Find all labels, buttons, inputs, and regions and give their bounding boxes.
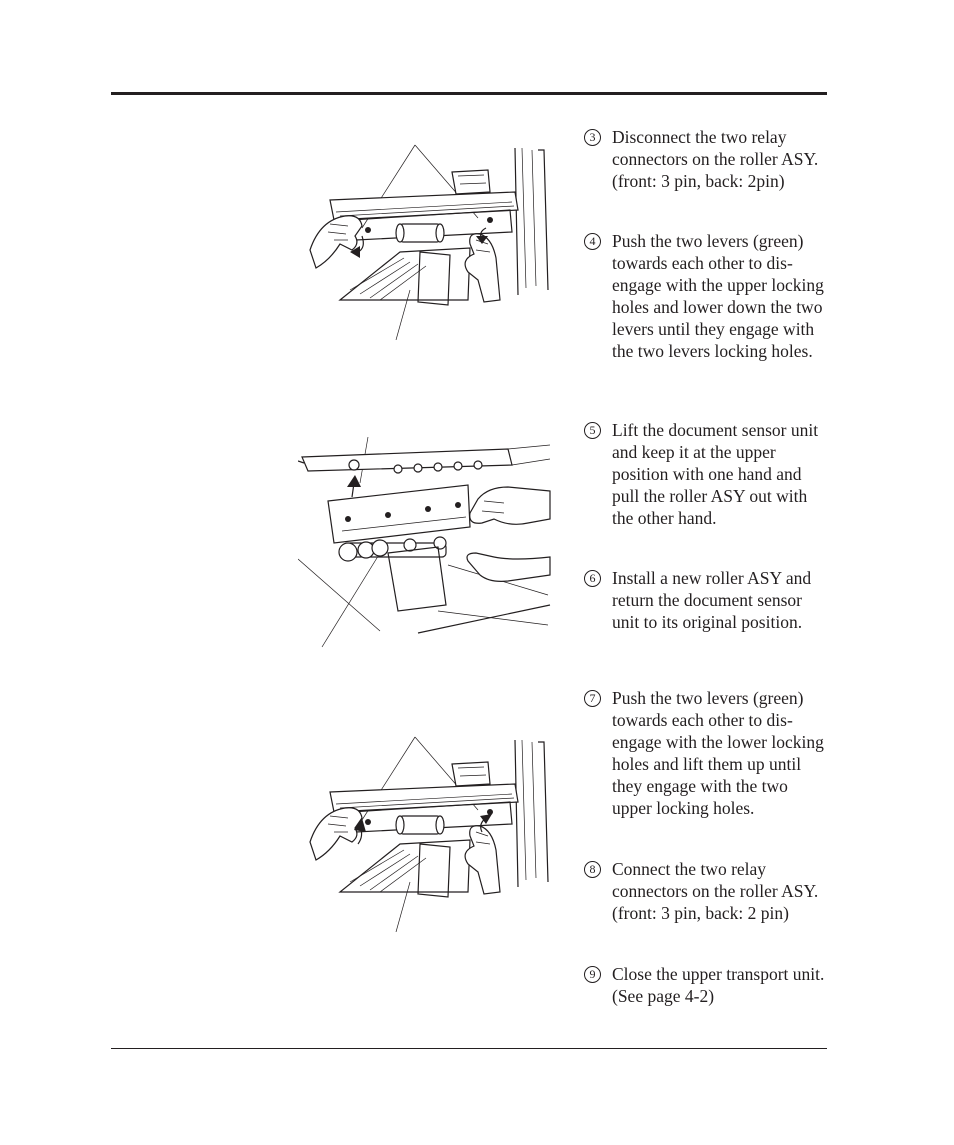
footer-rule xyxy=(111,1048,827,1049)
step-number: 6 xyxy=(584,570,601,587)
step-7 xyxy=(584,687,834,819)
step-number: 9 xyxy=(584,966,601,983)
step-number: 4 xyxy=(584,233,601,250)
figure-push-levers-up xyxy=(300,732,560,936)
step-number: 5 xyxy=(584,422,601,439)
step-text: Connect the two relay connectors on the roller ASY. (front: 3 pin, back: 2 pin) xyxy=(612,859,819,923)
figure-push-levers-down xyxy=(300,140,560,344)
hands-pushing-levers-down-icon xyxy=(300,140,560,340)
hands-pushing-levers-up-icon xyxy=(300,732,560,932)
step-text: Install a new roller ASY and return the document sensor unit to its original position. xyxy=(612,568,812,632)
lift-sensor-pull-roller-icon xyxy=(298,435,554,649)
step-text: Push the two levers (green) towards each other to dis-engage with the upper locking holes and lower down the two levers until they engage with the two levers locking holes. xyxy=(612,231,824,361)
step-text: Disconnect the two relay connectors on the roller ASY. (front: 3 pin, back: 2pin) xyxy=(612,127,819,191)
step-number: 3 xyxy=(584,129,601,146)
step-number: 8 xyxy=(584,861,601,878)
step-text: Lift the document sensor unit and keep it at the upper position with one hand and pull the roller ASY out with the other hand. xyxy=(612,420,819,528)
step-number: 7 xyxy=(584,690,601,707)
step-5 xyxy=(584,419,834,529)
step-3 xyxy=(584,126,834,192)
step-6 xyxy=(584,567,834,633)
step-text: Close the upper transport unit. (See page 4-2) xyxy=(612,964,825,1006)
header-rule xyxy=(111,92,827,95)
step-text: Push the two levers (green) towards each other to dis-engage with the lower locking holes and lift them up until they engage with the two upper locking holes. xyxy=(612,688,824,818)
figure-pull-roller-out xyxy=(298,435,554,653)
step-8 xyxy=(584,858,834,924)
step-4 xyxy=(584,230,834,362)
step-9 xyxy=(584,963,834,1007)
